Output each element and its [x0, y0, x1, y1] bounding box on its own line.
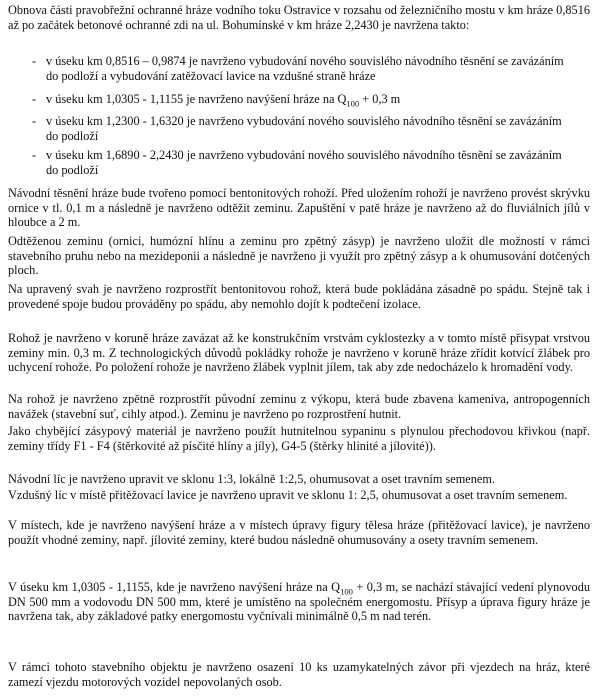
- paragraph-8: Vzdušný líc v místě přitěžovací lavice je navrženo upravit ve sklonu 1: 2,5, ohumusovat a oset travním semenem.: [8, 488, 568, 502]
- paragraph-6: Jako chybějící zásypový materiál je navrženo použít hutnitelnou sypaninu s plynulou přechodovou křivkou (např. zeminy třídy F1 - F4 (štěrkovité až písčité hlíny a jíly), G4-5 (štěrky hlinité a jílovité)).: [8, 424, 590, 453]
- bullet-text-tail: + 0,3 m: [359, 92, 401, 106]
- paragraph-10-start: V úseku km 1,0305 - 1,1155, kde je navrženo navýšení hráze na Q: [8, 580, 341, 594]
- paragraph-2: Odtěženou zeminu (ornici, humózní hlínu a zeminu pro zpětný zásyp) je navrženo uložit dle možností v rámci stavebního pruhu nebo na mezideponii a následně je navrženo ji využít pro zpětný zásyp a k ohumusování dotčených ploch.: [8, 234, 590, 277]
- bullet-item-3: [32, 114, 572, 143]
- paragraph-11: V rámci tohoto stavebního objektu je navrženo osazení 10 ks uzamykatelných závor při vjezdech na hráz, které zamezí vjezdu motorových vozidel nepovolaných osob.: [8, 660, 590, 689]
- paragraph-9: V místech, kde je navrženo navýšení hráze a v místech úpravy figury tělesa hráze (přitěžovací lavice), je navrženo použít vhodné zeminy, např. jílovité zeminy, které budou následně ohumusovány a osety travním semenem.: [8, 518, 590, 547]
- paragraph-10-subscript: 100: [340, 586, 353, 597]
- bullet-text: v úseku km 1,6890 - 2,2430 je navrženo vybudování nového souvislého návodního těsnění se zavázáním do podloží: [46, 148, 562, 177]
- paragraph-4: Rohož je navrženo v koruně hráze zavázat až ke konstrukčním vrstvám cyklostezky a v tomto místě přisypat vrstvou zeminy min. 0,3 m. Z technologických důvodů pokládky rohože je navrženo v koruně hráze zřídit kotvící žlábek pro uchycení rohože. Po položení rohože je navrženo žlábek vyplnit jílem, tak aby zde nedocházelo k hromadění vody.: [8, 331, 590, 374]
- bullet-dash: -: [32, 114, 37, 128]
- bullet-text: [46, 92, 572, 107]
- bullet-item-4: [32, 148, 572, 177]
- paragraph-10: [8, 580, 590, 624]
- paragraph-10-rest: + 0,3 m, se nachází stávající vedení plynovodu DN 500 mm a vodovodu DN 500 mm, které je umístěno na společném energomostu. Přísyp a úprava figury hráze je navržena tak, aby základové patky energomostu vyčnívali minimálně 0,5 m nad terén.: [8, 580, 590, 623]
- bullet-subscript: 100: [346, 98, 360, 109]
- bullet-text: v úseku km 0,8516 – 0,9874 je navrženo vybudování nového souvislého návodního těsnění se zavázáním do podloží a vybudování zatěžovací lavice na vzdušné straně hráze: [46, 54, 564, 83]
- paragraph-1: Návodní těsnění hráze bude tvořeno pomocí bentonitových rohoží. Před uložením rohoží je navrženo provést skrývku ornice v tl. 0,1 m a následně je navrženo odtěžit zeminu. Zapuštění v patě hráze je navrženo až do fluviálních jílů v hloubce a 2 m.: [8, 186, 590, 229]
- paragraph-3: Na upravený svah je navrženo rozprostřít bentonitovou rohož, která bude pokládána zásadně po spádu. Stejně tak i provedené spoje budou prováděny po spádu, aby nemohlo dojít k podtečení izolace.: [8, 282, 590, 311]
- bullet-text: v úseku km 1,2300 - 1,6320 je navrženo vybudování nového souvislého návodního těsnění se zavázáním do podloží: [46, 114, 562, 143]
- bullet-text-main: v úseku km 1,0305 - 1,1155 je navrženo navýšení hráze na Q: [46, 92, 347, 106]
- bullet-dash: -: [32, 54, 37, 68]
- bullet-dash: -: [32, 148, 37, 162]
- paragraph-7: Návodní líc je navrženo upravit ve sklonu 1:3, lokálně 1:2,5, ohumusovat a oset travním semenem.: [8, 472, 495, 486]
- bullet-dash: -: [32, 92, 37, 106]
- bullet-item-1: [32, 54, 572, 83]
- intro-paragraph: Obnova části pravobřežní ochranné hráze vodního toku Ostravice v rozsahu od železničního mostu v km hráze 0,8516 až po začátek betonové ochranné zdi na ul. Bohumínské v km hráze 2,2430 je navržena takto:: [8, 3, 590, 32]
- paragraph-5: Na rohož je navrženo zpětně rozprostřít původní zeminu z výkopu, která bude zbavena kameniva, antropogenních navážek (stavební suť, cihly atpod.). Zeminu je navrženo po rozprostření hutnit.: [8, 392, 590, 421]
- bullet-item-2: [32, 92, 572, 107]
